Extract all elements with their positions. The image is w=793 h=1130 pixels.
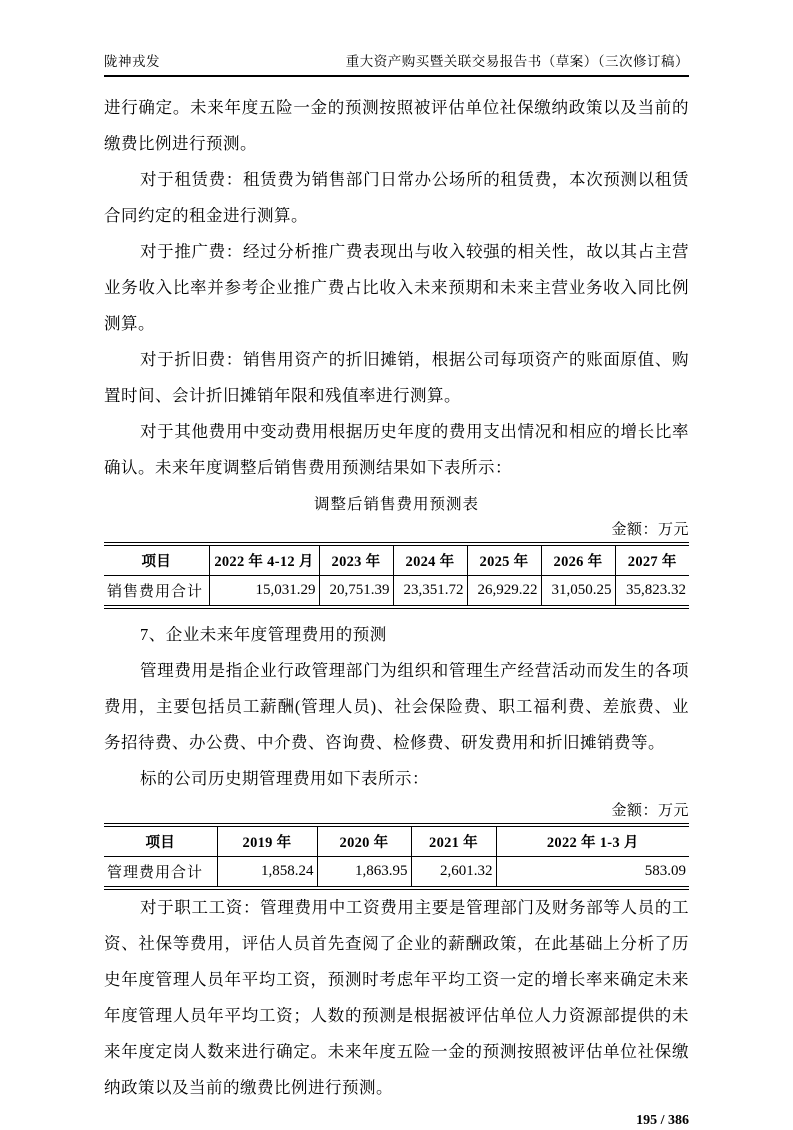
table-row xyxy=(104,576,689,608)
row-label-admin-total: 管理费用合计 xyxy=(104,857,217,889)
column-header-2027: 2027 年 xyxy=(615,544,689,576)
cell-value: 2,601.32 xyxy=(411,857,496,889)
page-content xyxy=(104,90,689,1130)
paragraph-promotion-expense: 对于推广费：经过分析推广费表现出与收入较强的相关性，故以其占主营业务收入比率并参考企业推广费占比收入未来预期和未来主营业务收入同比例测算。 xyxy=(104,242,689,333)
cell-value: 20,751.39 xyxy=(319,576,393,608)
column-header-item: 项目 xyxy=(104,544,209,576)
column-header-2022-1-3: 2022 年 1-3 月 xyxy=(496,825,689,857)
paragraph-admin-history-intro: 标的公司历史期管理费用如下表所示： xyxy=(140,769,429,788)
cell-value: 15,031.29 xyxy=(209,576,319,608)
page-number: 195 / 386 xyxy=(636,1113,689,1128)
paragraph-staff-salary: 对于职工工资：管理费用中工资费用主要是管理部门及财务部等人员的工资、社保等费用，评估人员首先查阅了企业的薪酬政策，在此基础上分析了历史年度管理人员年平均工资，预测时考虑年平均工资一定的增长率来确定未来年度管理人员年平均工资；人数的预测是根据被评估单位人力资源部提供的未来年度定岗人数来进行确定。未来年度五险一金的预测按照被评估单位社保缴纳政策以及当前的缴费比例进行预测。 xyxy=(104,898,689,1097)
table-header-row xyxy=(104,825,689,857)
cell-value: 1,863.95 xyxy=(317,857,411,889)
row-label-sales-total: 销售费用合计 xyxy=(104,576,209,608)
header-company-name: 陇神戎发 xyxy=(104,54,160,69)
column-header-2024: 2024 年 xyxy=(393,544,467,576)
paragraph-admin-definition: 管理费用是指企业行政管理部门为组织和管理生产经营活动而发生的各项费用，主要包括员工薪酬(管理人员)、社会保险费、职工福利费、差旅费、业务招待费、办公费、中介费、咨询费、检修费、研发费用和折旧摊销费等。 xyxy=(104,661,689,752)
paragraph-rent-expense: 对于租赁费：租赁费为销售部门日常办公场所的租赁费，本次预测以租赁合同约定的租金进行测算。 xyxy=(104,170,689,225)
column-header-2022-4-12: 2022 年 4-12 月 xyxy=(209,544,319,576)
paragraph-depreciation-expense: 对于折旧费：销售用资产的折旧摊销，根据公司每项资产的账面原值、购置时间、会计折旧摊销年限和残值率进行测算。 xyxy=(104,350,689,405)
cell-value: 26,929.22 xyxy=(467,576,541,608)
admin-expense-history-table xyxy=(104,823,689,890)
column-header-2023: 2023 年 xyxy=(319,544,393,576)
column-header-2019: 2019 年 xyxy=(217,825,317,857)
column-header-2020: 2020 年 xyxy=(317,825,411,857)
amount-unit-label-sales: 金额：万元 xyxy=(611,522,689,538)
section-7-heading: 7、企业未来年度管理费用的预测 xyxy=(140,625,387,644)
sales-forecast-table-title: 调整后销售费用预测表 xyxy=(313,496,479,513)
column-header-2021: 2021 年 xyxy=(411,825,496,857)
cell-value: 23,351.72 xyxy=(393,576,467,608)
cell-value: 1,858.24 xyxy=(217,857,317,889)
sales-expense-forecast-table xyxy=(104,542,689,609)
cell-value: 583.09 xyxy=(496,857,689,889)
amount-unit-label-admin: 金额：万元 xyxy=(611,803,689,819)
paragraph-other-expense: 对于其他费用中变动费用根据历史年度的费用支出情况和相应的增长比率确认。未来年度调整后销售费用预测结果如下表所示： xyxy=(104,422,689,477)
paragraph-continuation: 进行确定。未来年度五险一金的预测按照被评估单位社保缴纳政策以及当前的缴费比例进行预测。 xyxy=(104,98,689,153)
cell-value: 35,823.32 xyxy=(615,576,689,608)
page-header xyxy=(104,50,689,77)
column-header-2025: 2025 年 xyxy=(467,544,541,576)
header-report-title: 重大资产购买暨关联交易报告书（草案）（三次修订稿） xyxy=(345,54,689,69)
column-header-item: 项目 xyxy=(104,825,217,857)
column-header-2026: 2026 年 xyxy=(541,544,615,576)
table-header-row xyxy=(104,544,689,576)
table-row xyxy=(104,857,689,889)
cell-value: 31,050.25 xyxy=(541,576,615,608)
